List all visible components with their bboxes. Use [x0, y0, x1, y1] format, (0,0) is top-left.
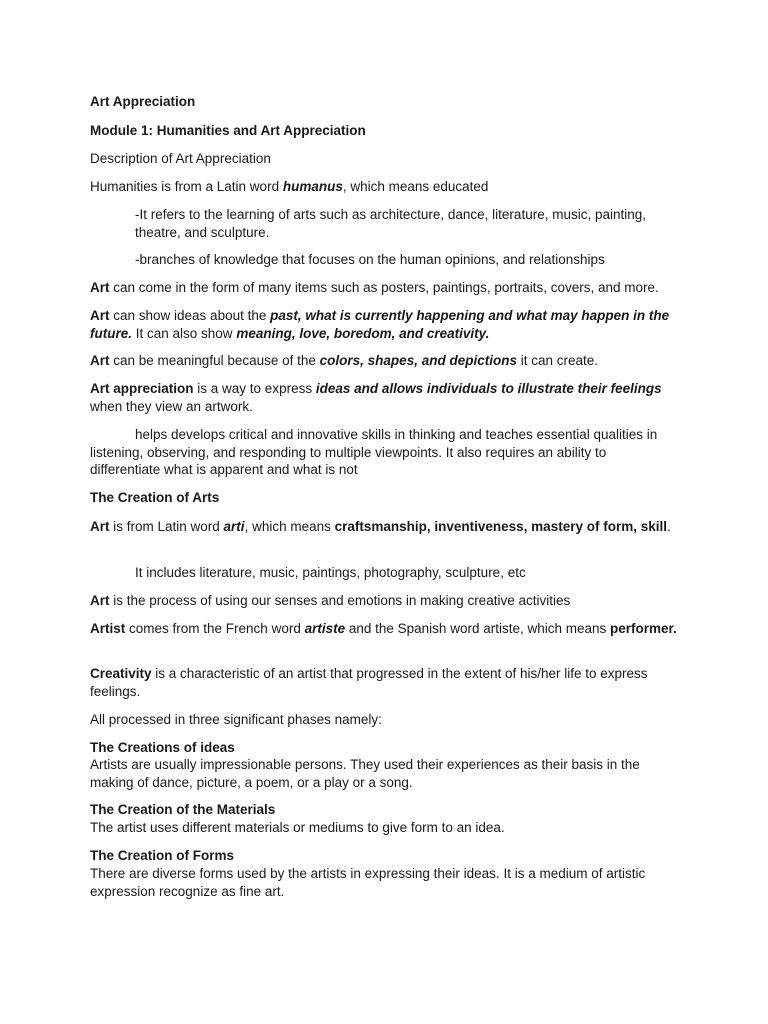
creations-of-ideas-heading: The Creations of ideas: [90, 740, 235, 755]
text-run: can be meaningful because of the: [109, 353, 320, 368]
art-appreciation-paragraph: [90, 380, 680, 415]
creation-of-arts-heading: The Creation of Arts: [90, 490, 220, 505]
text-run: , which means: [244, 519, 335, 534]
emphasis-text: craftsmanship, inventiveness, mastery of form, skill: [334, 519, 667, 534]
creativity-paragraph: [90, 665, 680, 700]
creations-of-ideas-body: Artists are usually impressionable persons. They used their experiences as their basis in the making of dance, picture, a poem, or a play or a song.: [90, 757, 640, 790]
text-run: is a way to express: [193, 381, 316, 396]
keyword: Art: [90, 280, 110, 295]
text-run: Humanities is from a Latin word: [90, 179, 283, 194]
includes-paragraph: It includes literature, music, paintings, photography, sculpture, etc: [135, 565, 526, 580]
emphasis-text: ideas and allows individuals to illustrate their feelings: [315, 381, 662, 396]
artist-paragraph: [90, 620, 680, 638]
keyword: Art: [90, 353, 110, 368]
humanities-paragraph: [90, 178, 680, 196]
text-run: it can create.: [516, 353, 599, 368]
creation-of-materials-body: The artist uses different materials or mediums to give form to an idea.: [90, 820, 505, 835]
creation-of-forms-heading: The Creation of Forms: [90, 848, 235, 863]
branches-paragraph: -branches of knowledge that focuses on the human opinions, and relationships: [135, 252, 605, 267]
text-run: is from Latin word: [109, 519, 224, 534]
creation-of-forms-body: There are diverse forms used by the artists in expressing their ideas. It is a medium of artistic expression recognize as fine art.: [90, 866, 646, 899]
emphasis-text: past, what is currently happening and what may happen in the future.: [90, 308, 670, 341]
keyword: Art: [90, 308, 110, 323]
phases-line: All processed in three significant phases namely:: [90, 712, 382, 727]
text-run: is the process of using our senses and emotions in making creative activities: [109, 593, 571, 608]
text-run: and the Spanish word artiste, which means: [345, 621, 611, 636]
refers-paragraph: -It refers to the learning of arts such as architecture, dance, literature, music, painting, theatre, and sculpture.: [135, 207, 646, 240]
art-latin-paragraph: [90, 518, 680, 536]
emphasis-text: meaning, love, boredom, and creativity.: [236, 325, 490, 341]
art-meaningful-paragraph: [90, 352, 680, 370]
text-run: can show ideas about the: [109, 308, 271, 323]
description-line: Description of Art Appreciation: [90, 151, 271, 166]
emphasis-text: humanus: [282, 179, 343, 194]
text-run: It can also show: [132, 325, 237, 341]
text-run: can come in the form of many items such as posters, paintings, portraits, covers, and more.: [109, 280, 659, 295]
keyword: Art: [90, 593, 110, 608]
art-forms-paragraph: [90, 279, 680, 297]
helps-paragraph: helps develops critical and innovative skills in thinking and teaches essential qualities in listening, observing, and responding to multiple viewpoints. It also requires an ability to differentiate what is apparent and what is not: [90, 427, 658, 477]
text-run: , which means educated: [342, 179, 489, 194]
emphasis-text: artiste: [304, 621, 346, 636]
emphasis-text: performer.: [610, 621, 677, 636]
text-run: when they view an artwork.: [90, 398, 253, 414]
module-heading: Module 1: Humanities and Art Appreciation: [90, 123, 366, 138]
keyword: Art: [90, 519, 110, 534]
creation-of-materials-heading: The Creation of the Materials: [90, 802, 276, 817]
keyword: Art appreciation: [90, 381, 194, 396]
text-run: is a characteristic of an artist that progressed in the extent of his/her life to express feelings.: [90, 666, 648, 699]
keyword: Creativity: [90, 666, 152, 681]
art-ideas-paragraph: [90, 307, 680, 342]
text-run: comes from the French word: [125, 621, 305, 636]
emphasis-text: arti: [223, 519, 245, 534]
keyword: Artist: [90, 621, 126, 636]
text-run: .: [666, 519, 671, 534]
emphasis-text: colors, shapes, and depictions: [319, 353, 517, 368]
document-title: Art Appreciation: [90, 94, 196, 109]
art-process-paragraph: [90, 592, 680, 610]
